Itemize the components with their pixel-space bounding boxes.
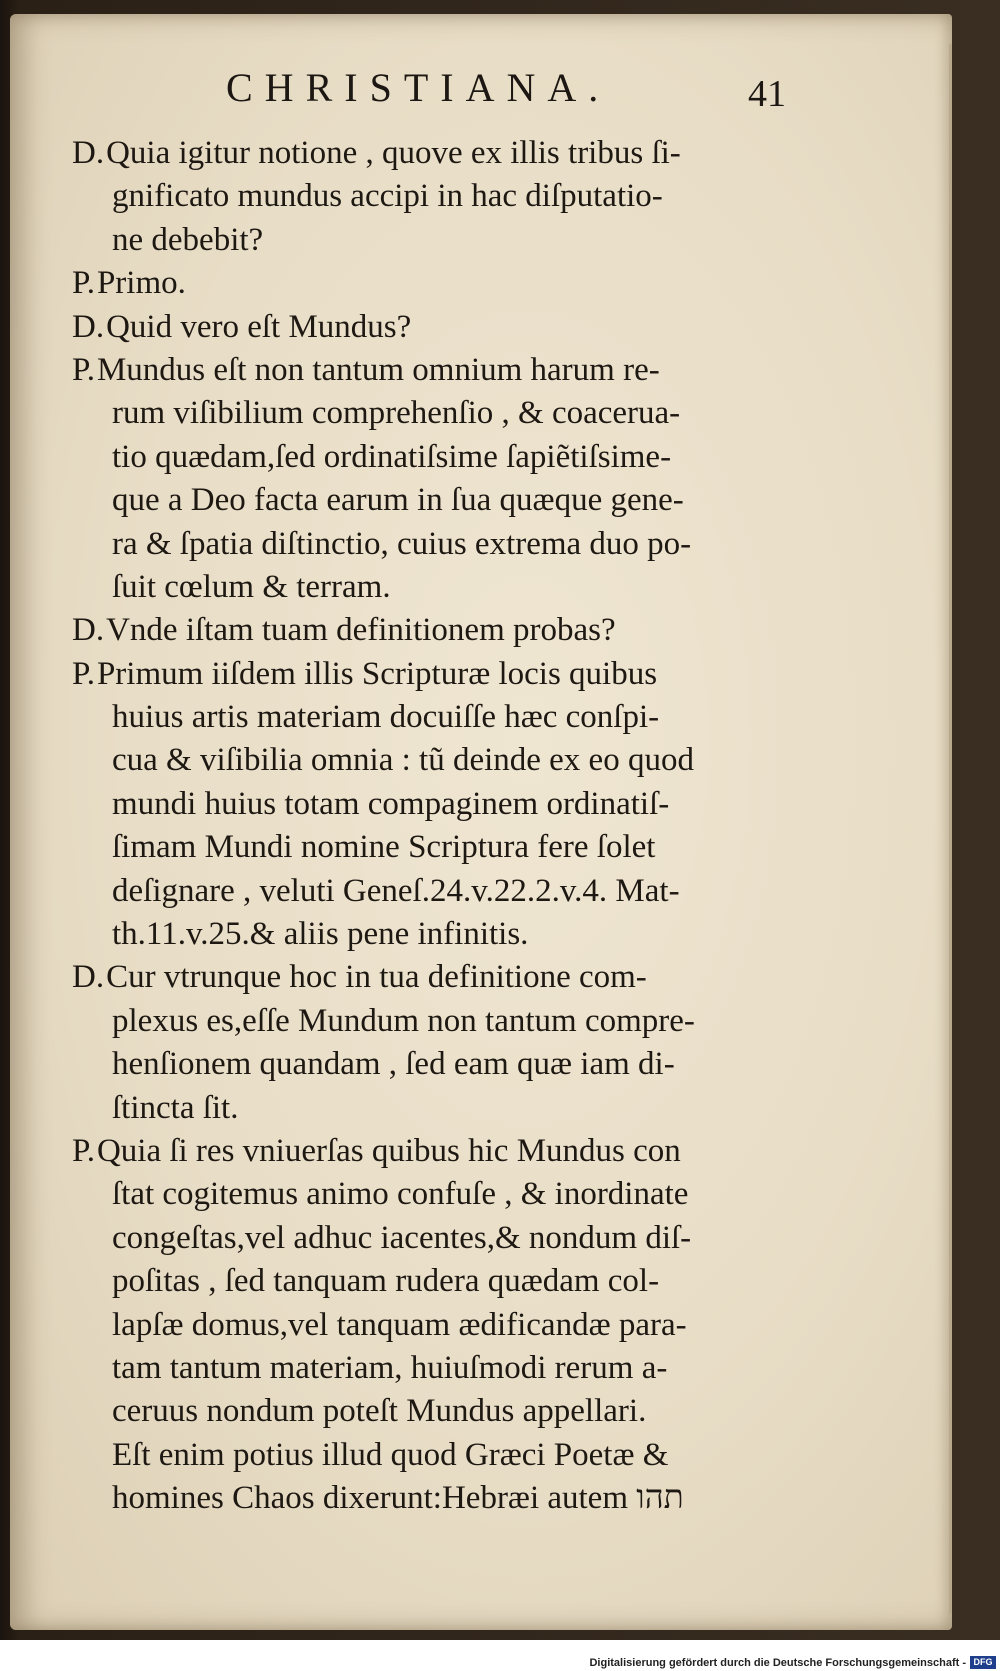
dialogue-entry	[72, 956, 812, 1130]
line-text: tam tantum materiam, huiuſmodi rerum a-	[112, 1349, 668, 1386]
text-line	[72, 1304, 812, 1347]
speaker-label: D.	[72, 308, 105, 345]
page-number: 41	[748, 73, 786, 115]
line-text: ceruus nondum poteſt Mundus appellari.	[112, 1393, 647, 1430]
text-line	[72, 306, 812, 349]
line-text: Quid vero eſt Mundus?	[106, 308, 412, 345]
line-text: Primo.	[96, 265, 186, 302]
dialogue-entry	[72, 262, 812, 305]
line-text: tio quædam,ſed ordinatiſsime ſapiẽtiſsime-	[112, 438, 672, 475]
text-line	[72, 609, 812, 652]
text-line	[72, 1043, 812, 1086]
text-line	[72, 219, 812, 262]
text-line	[72, 392, 812, 435]
dialogue-container	[72, 132, 812, 1521]
line-text: ne debebit?	[112, 221, 264, 258]
line-text: ra & ſpatia diſtinctio, cuius extrema duo po-	[112, 525, 692, 562]
text-line	[72, 1260, 812, 1303]
text-line	[72, 1434, 812, 1477]
text-line	[72, 436, 812, 479]
text-line	[72, 913, 812, 956]
line-text: Primum iiſdem illis Scripturæ locis quibus	[96, 655, 658, 692]
speaker-label: D.	[72, 135, 105, 171]
text-line	[72, 653, 812, 696]
speaker-label: D.	[72, 959, 105, 996]
speaker-label: P.	[72, 1132, 95, 1169]
text-line	[72, 956, 812, 999]
line-text: Quia ſi res vniuerſas quibus hic Mundus con	[96, 1132, 681, 1169]
dialogue-entry	[72, 306, 812, 349]
running-head: CHRISTIANA.	[226, 65, 611, 110]
speaker-label: P.	[72, 351, 95, 388]
line-text: cua & viſibilia omnia : tũ deinde ex eo quod	[112, 742, 694, 779]
line-text: Quia igitur notione , quove ex illis tribus ſi-	[106, 135, 681, 171]
digitization-credit: Digitalisierung gefördert durch die Deutsche Forschungsgemeinschaft -	[589, 1657, 966, 1669]
text-line	[72, 739, 812, 782]
text-line	[72, 262, 812, 305]
line-text: ſtincta ſit.	[112, 1089, 239, 1126]
text-line	[72, 1347, 812, 1390]
line-text: ſimam Mundi nomine Scriptura fere ſolet	[112, 829, 656, 866]
line-text: mundi huius totam compaginem ordinatiſ-	[112, 785, 670, 822]
text-line	[72, 783, 812, 826]
dialogue-entry	[72, 653, 812, 957]
speaker-label: P.	[72, 265, 95, 302]
line-text: Eſt enim potius illud quod Græci Poetæ &	[112, 1436, 669, 1473]
text-line	[72, 523, 812, 566]
text-line	[72, 696, 812, 739]
line-text: lapſæ domus,vel tanquam ædificandæ para-	[112, 1306, 687, 1343]
dialogue-text	[72, 132, 812, 1521]
text-line	[72, 1130, 812, 1173]
dfg-logo: DFG	[970, 1656, 996, 1669]
line-text: Mundus eſt non tantum omnium harum re-	[96, 351, 660, 388]
dialogue-entry	[72, 132, 812, 262]
text-line	[72, 1173, 812, 1216]
line-text: deſignare , veluti Geneſ.24.v.22.2.v.4. Mat-	[112, 872, 680, 909]
text-line	[72, 175, 812, 218]
text-line	[72, 132, 812, 175]
speaker-label: D.	[72, 612, 105, 649]
text-line	[72, 479, 812, 522]
line-text: ſuit cœlum & terram.	[112, 568, 391, 605]
line-text: Cur vtrunque hoc in tua definitione com-	[106, 959, 647, 996]
line-text: ſtat cogitemus animo confuſe , & inordinate	[112, 1176, 689, 1213]
line-text: rum viſibilium comprehenſio , & coaceruа-	[112, 395, 681, 432]
text-line	[72, 1000, 812, 1043]
text-line	[72, 566, 812, 609]
line-text: plexus es,eſſe Mundum non tantum compre-	[112, 1002, 695, 1039]
text-line	[72, 349, 812, 392]
text-line	[72, 870, 812, 913]
line-text: Vnde iſtam tuam definitionem probas?	[106, 612, 616, 649]
text-line	[72, 1087, 812, 1130]
text-line	[72, 826, 812, 869]
speaker-label: P.	[72, 655, 95, 692]
text-line	[72, 1390, 812, 1433]
line-text: th.11.v.25.& aliis pene infinitis.	[112, 916, 529, 953]
dialogue-entry	[72, 349, 812, 609]
dialogue-entry	[72, 1130, 812, 1521]
dialogue-entry	[72, 609, 812, 652]
line-text: que a Deo facta earum in ſua quæque gene-	[112, 482, 684, 519]
line-text: gnificato mundus accipi in hac diſputatio-	[112, 178, 663, 215]
line-text: homines Chaos dixerunt:Hebræi autem תהו	[112, 1480, 684, 1517]
page-edge	[949, 44, 952, 1614]
line-text: huius artis materiam docuiſſe hæc conſpi-	[112, 699, 660, 736]
text-line	[72, 1477, 812, 1520]
text-line	[72, 1217, 812, 1260]
line-text: congeſtas,vel adhuc iacentes,& nondum diſ-	[112, 1219, 692, 1256]
line-text: poſitas , ſed tanquam rudera quædam col-	[112, 1263, 660, 1300]
line-text: henſionem quandam , ſed eam quæ iam di-	[112, 1046, 675, 1083]
